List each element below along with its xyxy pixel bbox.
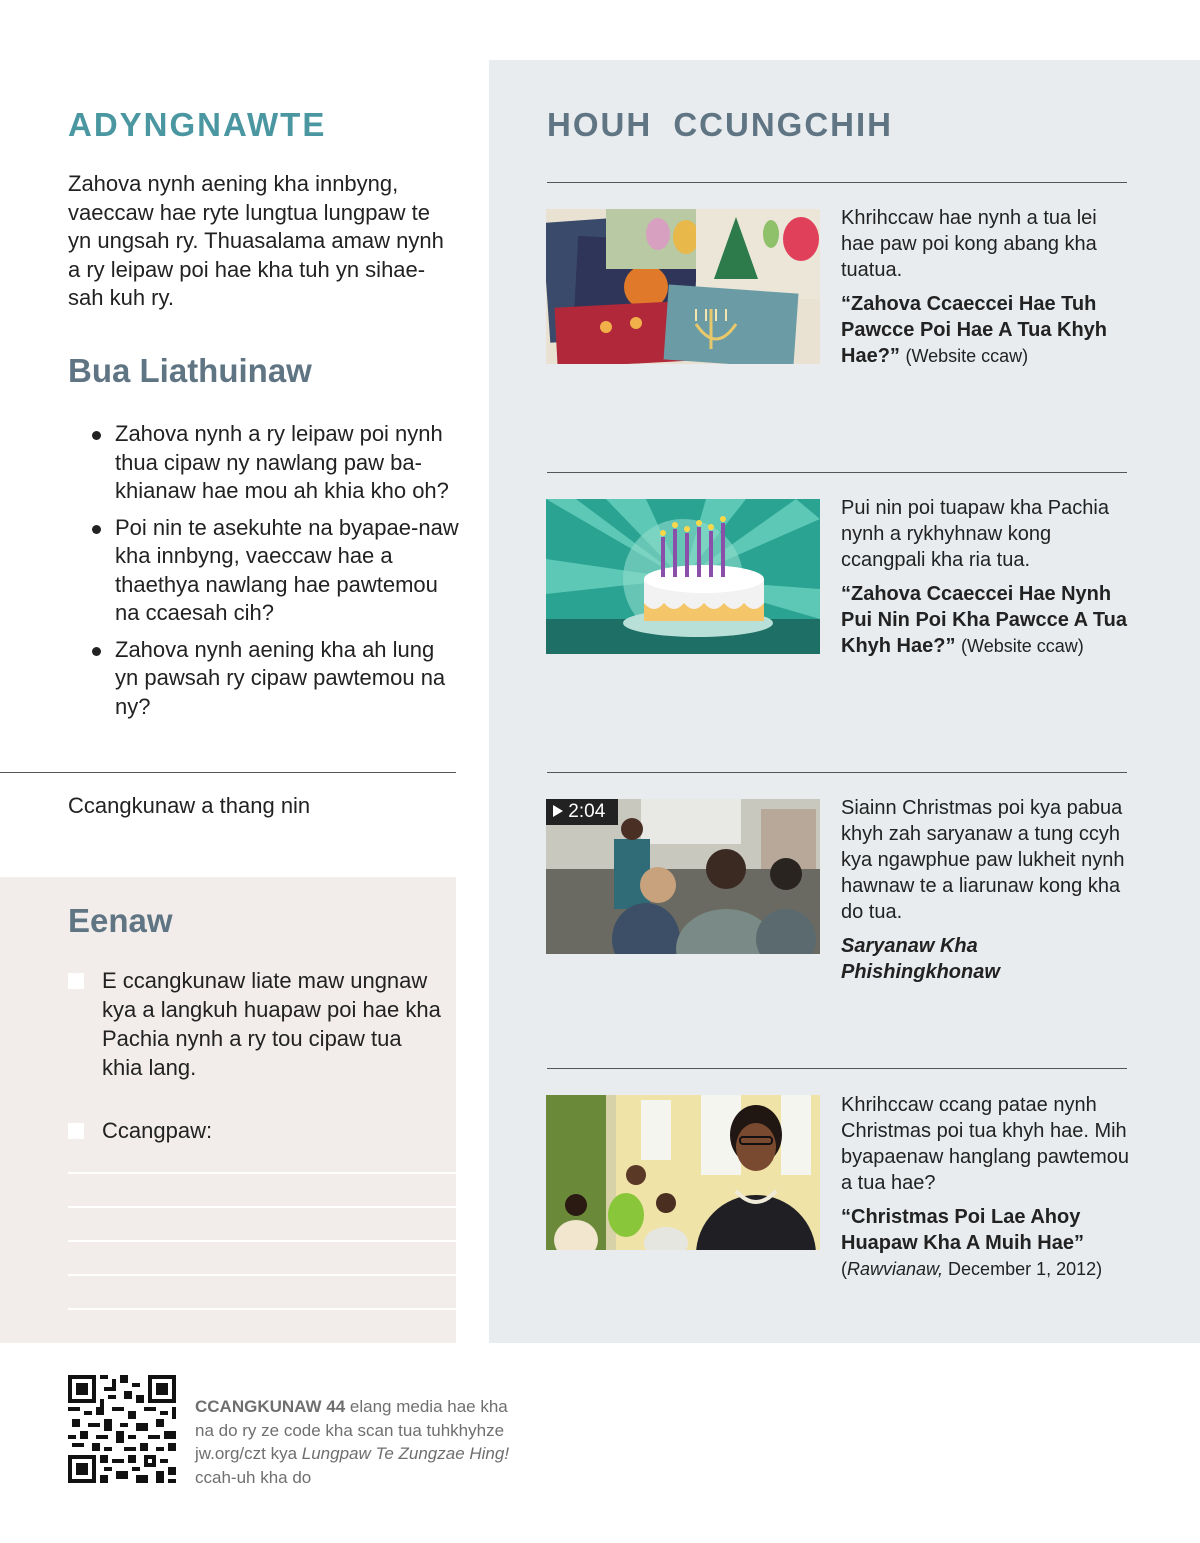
resource-item xyxy=(841,495,1131,659)
qr-code-icon[interactable] xyxy=(68,1375,176,1483)
summary-title: ADYNGNAWTE xyxy=(68,106,327,143)
writing-line[interactable] xyxy=(68,1274,456,1276)
publication-title: Lungpaw Te Zungzae Hing! xyxy=(301,1444,510,1463)
divider xyxy=(547,772,1127,773)
classroom-video-image[interactable] xyxy=(546,799,820,954)
bullet-icon xyxy=(92,525,101,534)
resource-item xyxy=(841,205,1131,369)
divider xyxy=(547,1068,1127,1069)
bullet-icon xyxy=(92,647,101,656)
summary-text: Zahova nynh aening kha innbyng, vaeccaw hae ryte lungtua lungpaw te yn ungsah ry. Thuasalama amaw nynh a ry leipaw poi hae kha tuh yn sihae-sah kuh ry. xyxy=(68,171,444,310)
footer-note: CCANGKUNAW 44 elang media hae kha na do ry ze code kha scan tua tuhkhyhze jw.org/czt kya Lungpaw Te Zungzae Hing! ccah-uh kha do xyxy=(195,1397,510,1487)
divider xyxy=(0,772,456,773)
review-question: Poi nin te asekuhte na byapae-naw kha innbyng, vaeccaw hae a thaethya nawlang hae pawtemou na ccaesah cih? xyxy=(92,514,462,628)
resource-description: Khrihccaw ccang patae nynh Christmas poi tua khyh hae. Mih byapaenaw hanglang pawtemou a tua hae? xyxy=(841,1094,1129,1194)
video-duration-badge xyxy=(546,799,618,825)
woman-portrait-image[interactable] xyxy=(546,1095,820,1250)
resource-source: (Rawvianaw, December 1, 2012) xyxy=(841,1259,1103,1279)
lesson-number: CCANGKUNAW 44 xyxy=(195,1397,346,1416)
resource-source: (Website ccaw) xyxy=(905,346,1029,366)
resource-link[interactable] xyxy=(841,933,1131,985)
goal-item-label: Ccangpaw: xyxy=(102,1118,213,1143)
resource-item xyxy=(841,1092,1131,1282)
related-resources-title: HOUH CCUNGCHIH xyxy=(547,106,893,143)
resource-description: Khrihccaw hae nynh a tua lei hae paw poi kong abang kha tuatua. xyxy=(841,207,1097,281)
divider xyxy=(547,182,1127,183)
resource-source: (Website ccaw) xyxy=(961,636,1084,656)
goal-checkbox[interactable] xyxy=(68,973,84,989)
video-duration: 2:04 xyxy=(568,801,606,822)
resource-item xyxy=(841,795,1131,985)
review-question: Zahova nynh a ry leipaw poi nynh thua cipaw ny nawlang paw ba-khianaw hae mou ah khia kho oh? xyxy=(92,420,462,506)
review-question-list xyxy=(92,420,462,729)
notes-label: Ccangkunaw a thang nin xyxy=(68,793,311,818)
holiday-cards-image[interactable] xyxy=(546,209,820,364)
review-heading: Bua Liathuinaw xyxy=(68,352,312,389)
bullet-icon xyxy=(92,431,101,440)
birthday-cake-image[interactable] xyxy=(546,499,820,654)
goal-item-label: E ccangkunaw liate maw ungnaw kya a langkuh huapaw poi hae kha Pachia nynh a ry tou cipaw tua khia lang. xyxy=(102,968,441,1080)
writing-line[interactable] xyxy=(68,1172,456,1174)
resource-link[interactable] xyxy=(841,581,1131,659)
resource-description: Pui nin poi tuapaw kha Pachia nynh a rykhyhnaw kong ccangpali kha ria tua. xyxy=(841,497,1109,571)
writing-line[interactable] xyxy=(68,1240,456,1242)
divider xyxy=(547,472,1127,473)
resource-title[interactable]: “Zahova Ccaeccei Hae Tuh Pawcce Poi Hae A Tua Khyh Hae?” xyxy=(841,293,1108,367)
website-link[interactable]: jw.org/czt kya xyxy=(195,1444,302,1463)
resource-title[interactable]: Saryanaw Kha Phishingkhonaw xyxy=(841,935,1000,983)
review-question: Zahova nynh aening kha ah lung yn pawsah ry cipaw pawtemou na ny? xyxy=(92,636,462,722)
resource-title[interactable]: “Zahova Ccaeccei Hae Nynh Pui Nin Poi Kha Pawcce A Tua Khyh Hae?” xyxy=(841,583,1127,657)
goal-heading: Eenaw xyxy=(68,902,173,939)
writing-line[interactable] xyxy=(68,1308,456,1310)
writing-line[interactable] xyxy=(68,1206,456,1208)
play-icon xyxy=(553,805,563,817)
resource-description: Siainn Christmas poi kya pabua khyh zah saryanaw a tung ccyh kya ngawphue paw lukheit nynh hawnaw te a liarunaw kong kha do tua. xyxy=(841,797,1125,923)
resource-link[interactable] xyxy=(841,1204,1131,1282)
goal-checkbox[interactable] xyxy=(68,1123,84,1139)
resource-title[interactable]: “Christmas Poi Lae Ahoy Huapaw Kha A Muih Hae” xyxy=(841,1206,1084,1254)
resource-link[interactable] xyxy=(841,291,1131,369)
